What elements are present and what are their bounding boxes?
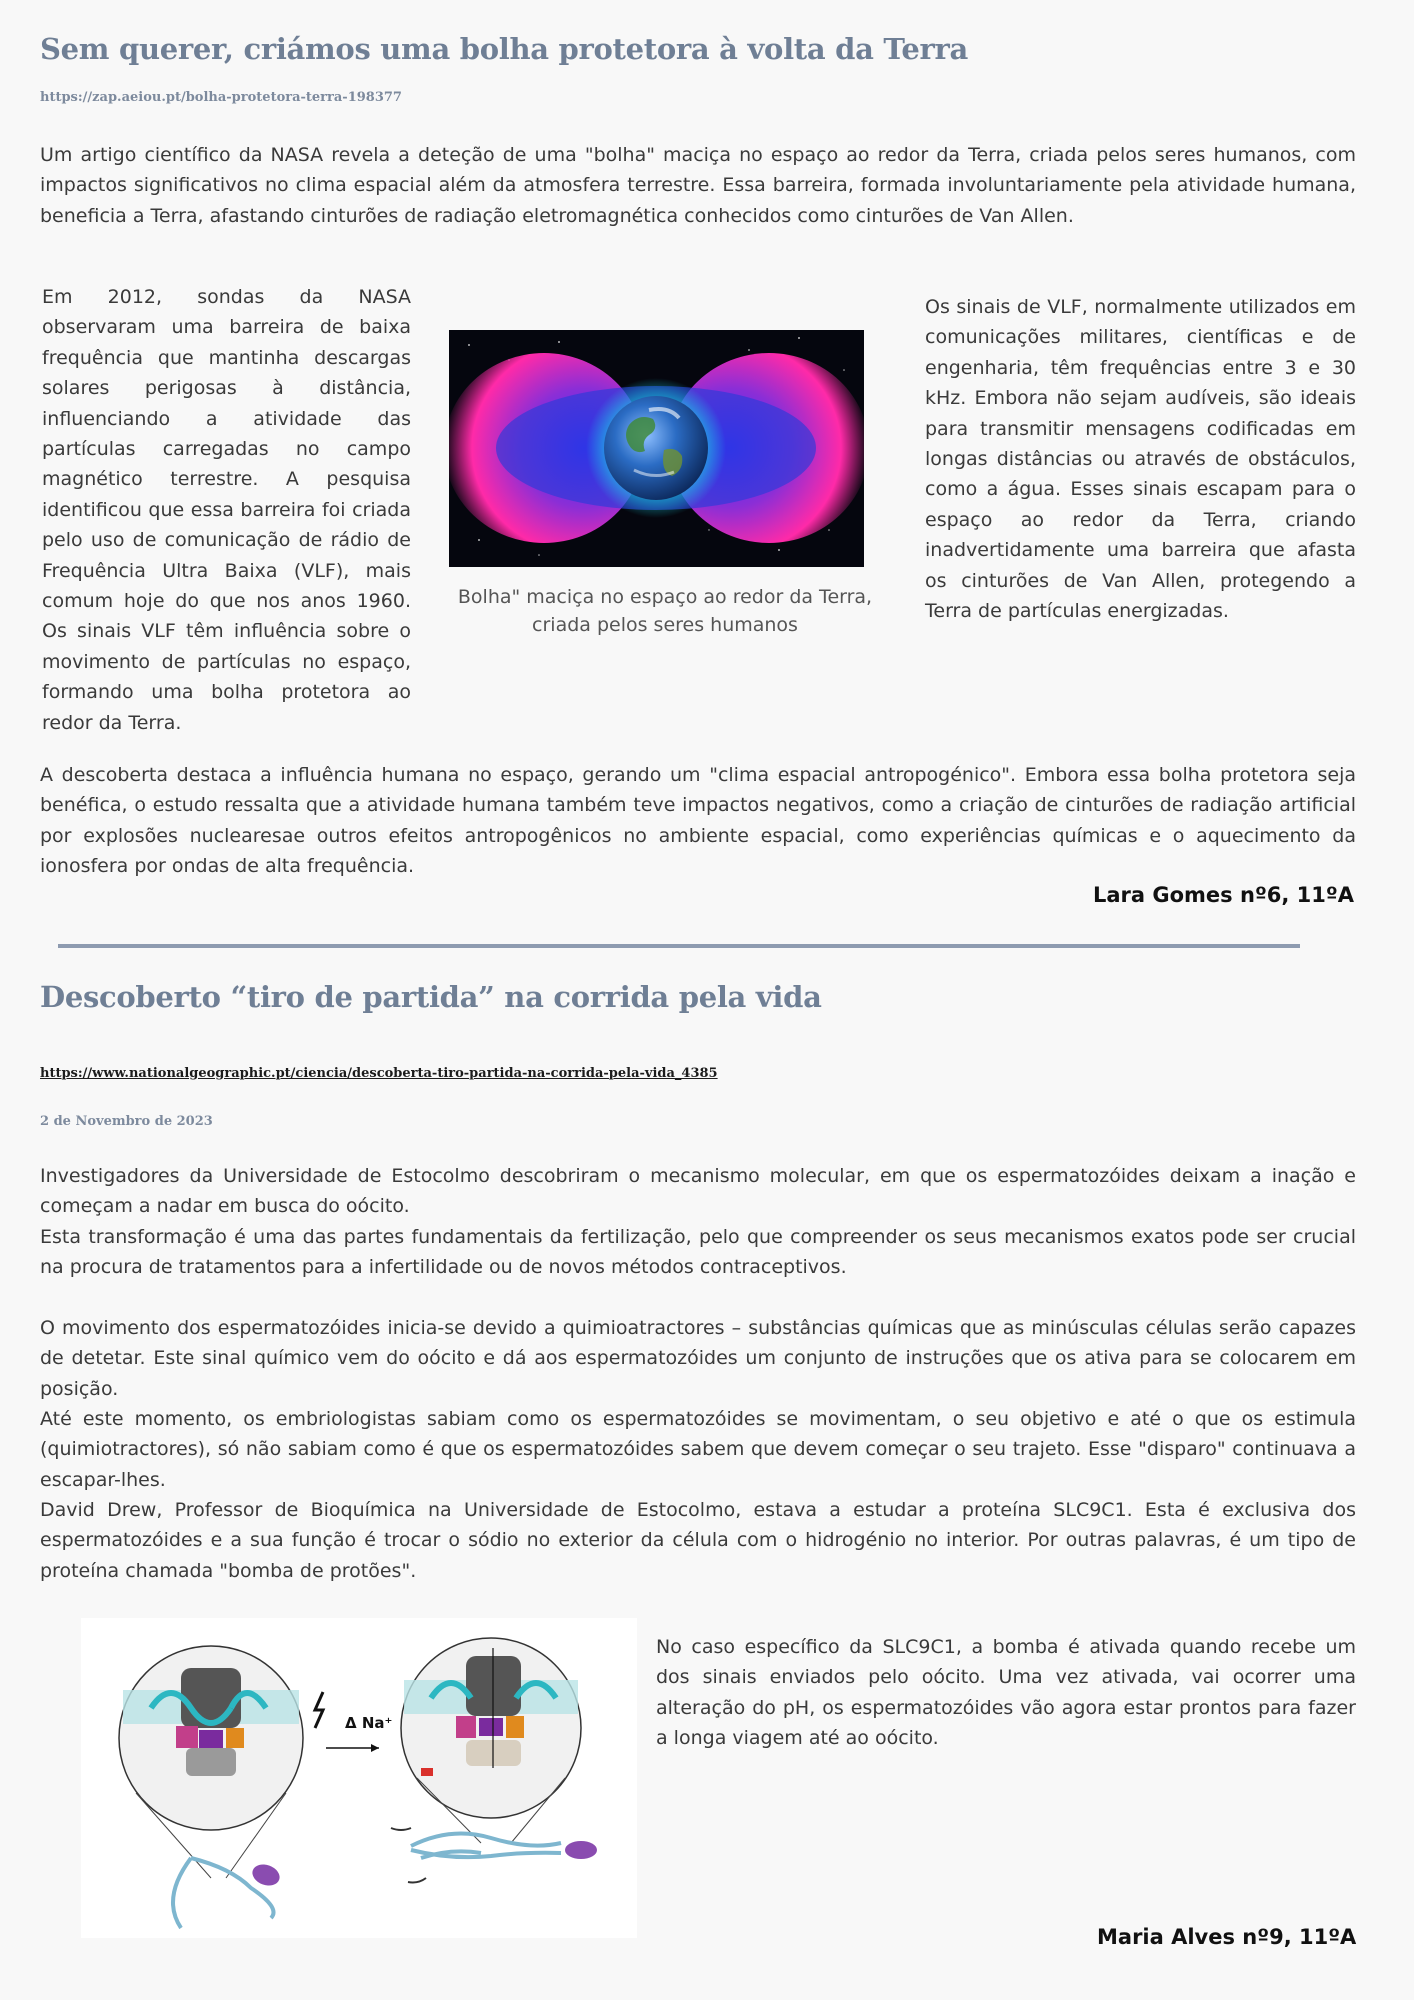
article-1-author: Lara Gomes nº6, 11ºA bbox=[1093, 883, 1355, 907]
article-1-url[interactable]: https://zap.aeiou.pt/bolha-protetora-terra-198377 bbox=[40, 90, 402, 105]
article-2-side-text: No caso específico da SLC9C1, a bomba é ativada quando recebe um dos sinais enviados pelo oócito. Uma vez ativada, vai ocorrer uma alteração do pH, os espermatozóides vão agora estar prontos para fazer a longa viagem até ao oócito. bbox=[656, 1636, 1356, 1750]
article-2-para-3: O movimento dos espermatozóides inicia-se devido a quimioatractores – substâncias químicas que as minúsculas células serão capazes de detetar. Este sinal químico vem do oócito e dá aos espermatozóides um conjunto de instruções que os ativa para se colocarem em posição. bbox=[40, 1317, 1356, 1400]
image-caption: Bolha" maciça no espaço ao redor da Terra, criada pelos seres humanos bbox=[457, 586, 873, 636]
sperm-protein-figure bbox=[81, 1618, 637, 1938]
article-1-left-column: Em 2012, sondas da NASA observaram uma barreira de baixa frequência que mantinha descargas solares perigosas à distância, influenciando a atividade das partículas carregadas no campo magnético terrestre. A pesquisa identificou que essa barreira foi criada pelo uso de comunicação de rádio de Frequência Ultra Baixa (VLF), mais comum hoje do que nos anos 1960. Os sinais VLF têm influência sobre o movimento de partículas no espaço, formando uma bolha protetora ao redor da Terra. bbox=[42, 286, 411, 734]
article-2-author: Maria Alves nº9, 11ºA bbox=[1097, 1925, 1357, 1949]
article-2-para-4: Até este momento, os embriologistas sabiam como os espermatozóides se movimentam, o seu objetivo e até o que os estimula (quimiotractores), só não sabiam como é que os espermatozóides sabem que devem começar o seu trajeto. Esse "disparo" continuava a escapar-lhes. bbox=[40, 1408, 1356, 1491]
article-1-title: Sem querer, criámos uma bolha protetora à volta da Terra bbox=[40, 32, 968, 66]
article-1-conclusion: A descoberta destaca a influência humana no espaço, gerando um "clima espacial antropogénico". Embora essa bolha protetora seja benéfica, o estudo ressalta que a atividade humana também teve impactos negativos, como a criação de cinturões de radiação artificial por explosões nuclearesae outros efeitos antropogênicos no ambiente espacial, como experiências químicas e o aquecimento da ionosfera por ondas de alta frequência. bbox=[40, 764, 1356, 878]
article-2-para-2: Esta transformação é uma das partes fundamentais da fertilização, pelo que compreender os seus mecanismos exatos pode ser crucial na procura de tratamentos para a infertilidade ou de novos métodos contraceptivos. bbox=[40, 1226, 1356, 1279]
section-divider bbox=[58, 944, 1300, 948]
article-2-date: 2 de Novembro de 2023 bbox=[40, 1114, 213, 1129]
earth-bubble-image bbox=[449, 330, 864, 567]
article-2-para-5: David Drew, Professor de Bioquímica na Universidade de Estocolmo, estava a estudar a proteína SLC9C1. Esta é exclusiva dos espermatozóides e a sua função é trocar o sódio no exterior da célula com o hidrogénio no interior. Por outras palavras, é um tipo de proteína chamada "bomba de protões". bbox=[40, 1499, 1356, 1582]
article-2-para-1: Investigadores da Universidade de Estocolmo descobriram o mecanismo molecular, em que os espermatozóides deixam a inação e começam a nadar em busca do oócito. bbox=[40, 1165, 1356, 1218]
figure-label: Δ Na⁺ bbox=[345, 1714, 393, 1732]
article-2-title: Descoberto “tiro de partida” na corrida pela vida bbox=[40, 980, 822, 1014]
article-1-intro: Um artigo científico da NASA revela a deteção de uma "bolha" maciça no espaço ao redor da Terra, criada pelos seres humanos, com impactos significativos no clima espacial além da atmosfera terrestre. Essa barreira, formada involuntariamente pela atividade humana, beneficia a Terra, afastando cinturões de radiação eletromagnética conhecidos como cinturões de Van Allen. bbox=[40, 144, 1356, 227]
article-2-url[interactable]: https://www.nationalgeographic.pt/ciencia/descoberta-tiro-partida-na-corrida-pela-vida_4385 bbox=[40, 1066, 718, 1081]
article-1-right-column: Os sinais de VLF, normalmente utilizados em comunicações militares, científicas e de engenharia, têm frequências entre 3 e 30 kHz. Embora não sejam audíveis, são ideais para transmitir mensagens codificadas em longas distâncias ou através de obstáculos, como a água. Esses sinais escapam para o espaço ao redor da Terra, criando inadvertidamente uma barreira que afasta os cinturões de Van Allen, protegendo a Terra de partículas energizadas. bbox=[925, 296, 1356, 623]
